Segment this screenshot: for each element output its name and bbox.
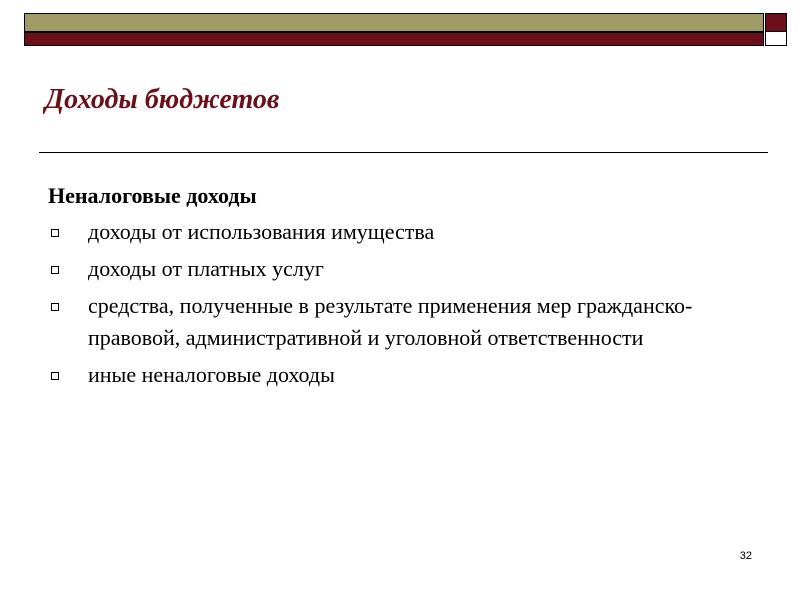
square-bullet-icon xyxy=(51,372,59,380)
bullet-text: доходы от платных услуг xyxy=(88,256,324,281)
bullet-text: средства, полученные в результате применения мер гражданско-правовой, административной и уголовной ответственности xyxy=(88,293,693,350)
list-item xyxy=(48,253,748,285)
bullet-list xyxy=(48,216,748,391)
list-item xyxy=(48,290,748,354)
header-maroon-bar xyxy=(24,32,764,46)
list-item xyxy=(48,359,748,391)
bullet-text: иные неналоговые доходы xyxy=(88,362,335,387)
square-bullet-icon xyxy=(51,303,59,311)
header-olive-bar xyxy=(24,13,764,32)
bullet-text: доходы от использования имущества xyxy=(88,219,435,244)
title-divider xyxy=(39,152,768,153)
page-number: 32 xyxy=(739,550,752,562)
header-corner-square-lower xyxy=(765,32,787,46)
header-corner-square xyxy=(765,13,787,32)
subheading: Неналоговые доходы xyxy=(48,183,257,208)
square-bullet-icon xyxy=(51,229,59,237)
list-item xyxy=(48,216,748,248)
slide-content xyxy=(48,180,748,396)
slide-title: Доходы бюджетов xyxy=(45,84,280,115)
square-bullet-icon xyxy=(51,266,59,274)
